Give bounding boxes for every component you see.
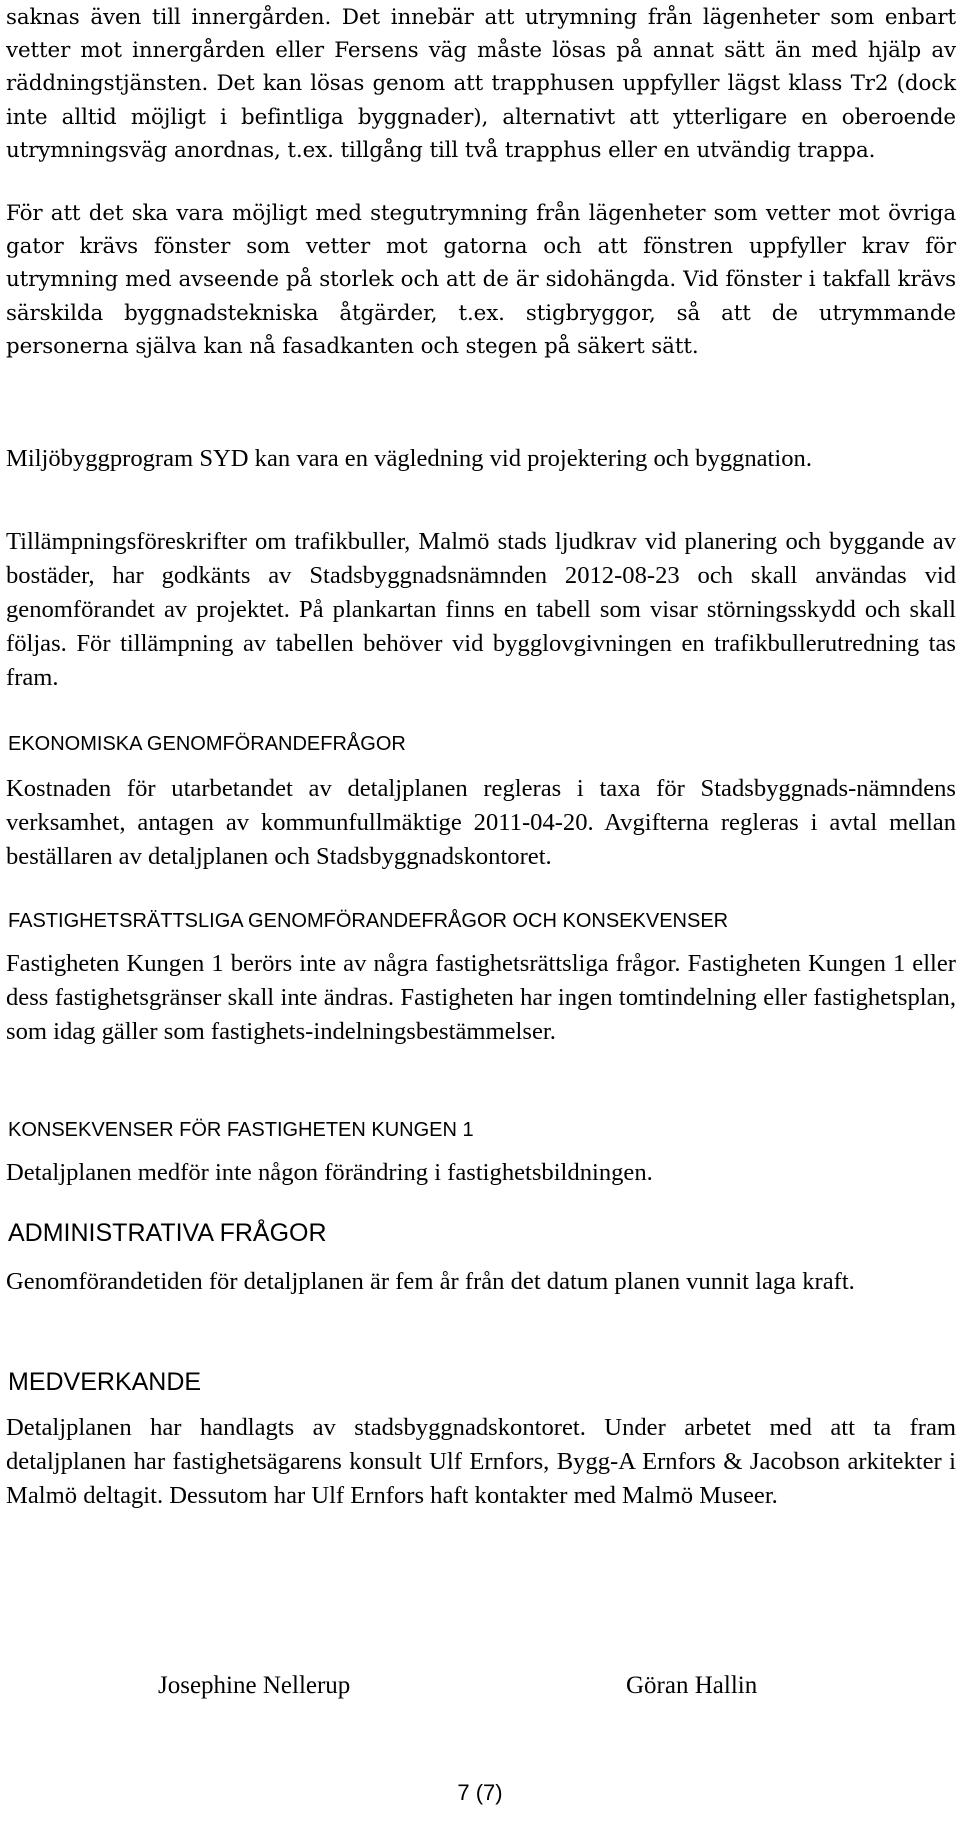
paragraph-consequences-kungen: Detaljplanen medför inte någon förändring i fastighetsbildningen. bbox=[6, 1159, 653, 1186]
heading-contributors: MEDVERKANDE bbox=[8, 1368, 202, 1396]
signature-left: Josephine Nellerup bbox=[158, 1672, 351, 1699]
heading-economic: EKONOMISKA GENOMFÖRANDEFRÅGOR bbox=[8, 733, 406, 755]
page-number: 7 (7) bbox=[457, 1780, 503, 1805]
paragraph-ladder-evacuation: För att det ska vara möjligt med stegutrymning från lägenheter som vetter mot övriga gator krävs fönster som vetter mot gatorna och att fönstren uppfyller krav för utrymning med avseende på storlek och att de är sidohängda. Vid fönster i takfall krävs särskilda byggnadstekniska åtgärder, t.ex. stigbryggor, så att de utrymmande personerna själva kan nå fasadkanten och stegen på säkert sätt. bbox=[6, 201, 956, 359]
paragraph-administrative: Genomförandetiden för detaljplanen är fem år från det datum planen vunnit laga kraft. bbox=[6, 1268, 855, 1295]
paragraph-property-law: Fastigheten Kungen 1 berörs inte av några fastighetsrättsliga frågor. Fastigheten Kungen 1 eller dess fastighetsgränser skall inte ändras. Fastigheten har ingen tomtindelning eller fastighetsplan, som idag gäller som fastighets-indelningsbestämmelser. bbox=[6, 950, 956, 1045]
paragraph-economic: Kostnaden för utarbetandet av detaljplanen regleras i taxa för Stadsbyggnads-nämndens verksamhet, antagen av kommunfullmäktige 2011-04-20. Avgifterna regleras i avtal mellan beställaren av detaljplanen och Stadsbyggnadskontoret. bbox=[6, 775, 956, 870]
heading-property-law: FASTIGHETSRÄTTSLIGA GENOMFÖRANDEFRÅGOR OCH KONSEKVENSER bbox=[8, 910, 729, 932]
paragraph-environment-program: Miljöbyggprogram SYD kan vara en vägledning vid projektering och byggnation. bbox=[6, 445, 812, 472]
paragraph-contributors: Detaljplanen har handlagts av stadsbyggnadskontoret. Under arbetet med att ta fram detaljplanen har fastighetsägarens konsult Ulf Ernfors, Bygg-A Ernfors & Jacobson arkitekter i Malmö deltagit. Dessutom har Ulf Ernfors haft kontakter med Malmö Museer. bbox=[6, 1414, 956, 1509]
signature-right: Göran Hallin bbox=[626, 1672, 758, 1699]
paragraph-evacuation-courtyard: saknas även till innergården. Det innebär att utrymning från lägenheter som enbart vetter mot innergården eller Fersens väg måste lösas på annat sätt än med hjälp av räddningstjänsten. Det kan lösas genom att trapphusen uppfyller lägst klass Tr2 (dock inte alltid möjligt i befintliga byggnader), alternativt att ytterligare en oberoende utrymningsväg anordnas, t.ex. tillgång till två trapphus eller en utvändig trappa. bbox=[6, 5, 956, 163]
heading-administrative: ADMINISTRATIVA FRÅGOR bbox=[8, 1219, 327, 1247]
paragraph-traffic-noise: Tillämpningsföreskrifter om trafikbuller, Malmö stads ljudkrav vid planering och byggande av bostäder, har godkänts av Stadsbyggnadsnämnden 2012-08-23 och skall användas vid genomförandet av projektet. På plankartan finns en tabell som visar störningsskydd och skall följas. För tillämpning av tabellen behöver vid bygglovgivningen en trafikbullerutredning tas fram. bbox=[6, 528, 956, 691]
heading-consequences-kungen: KONSEKVENSER FÖR FASTIGHETEN KUNGEN 1 bbox=[8, 1119, 474, 1141]
